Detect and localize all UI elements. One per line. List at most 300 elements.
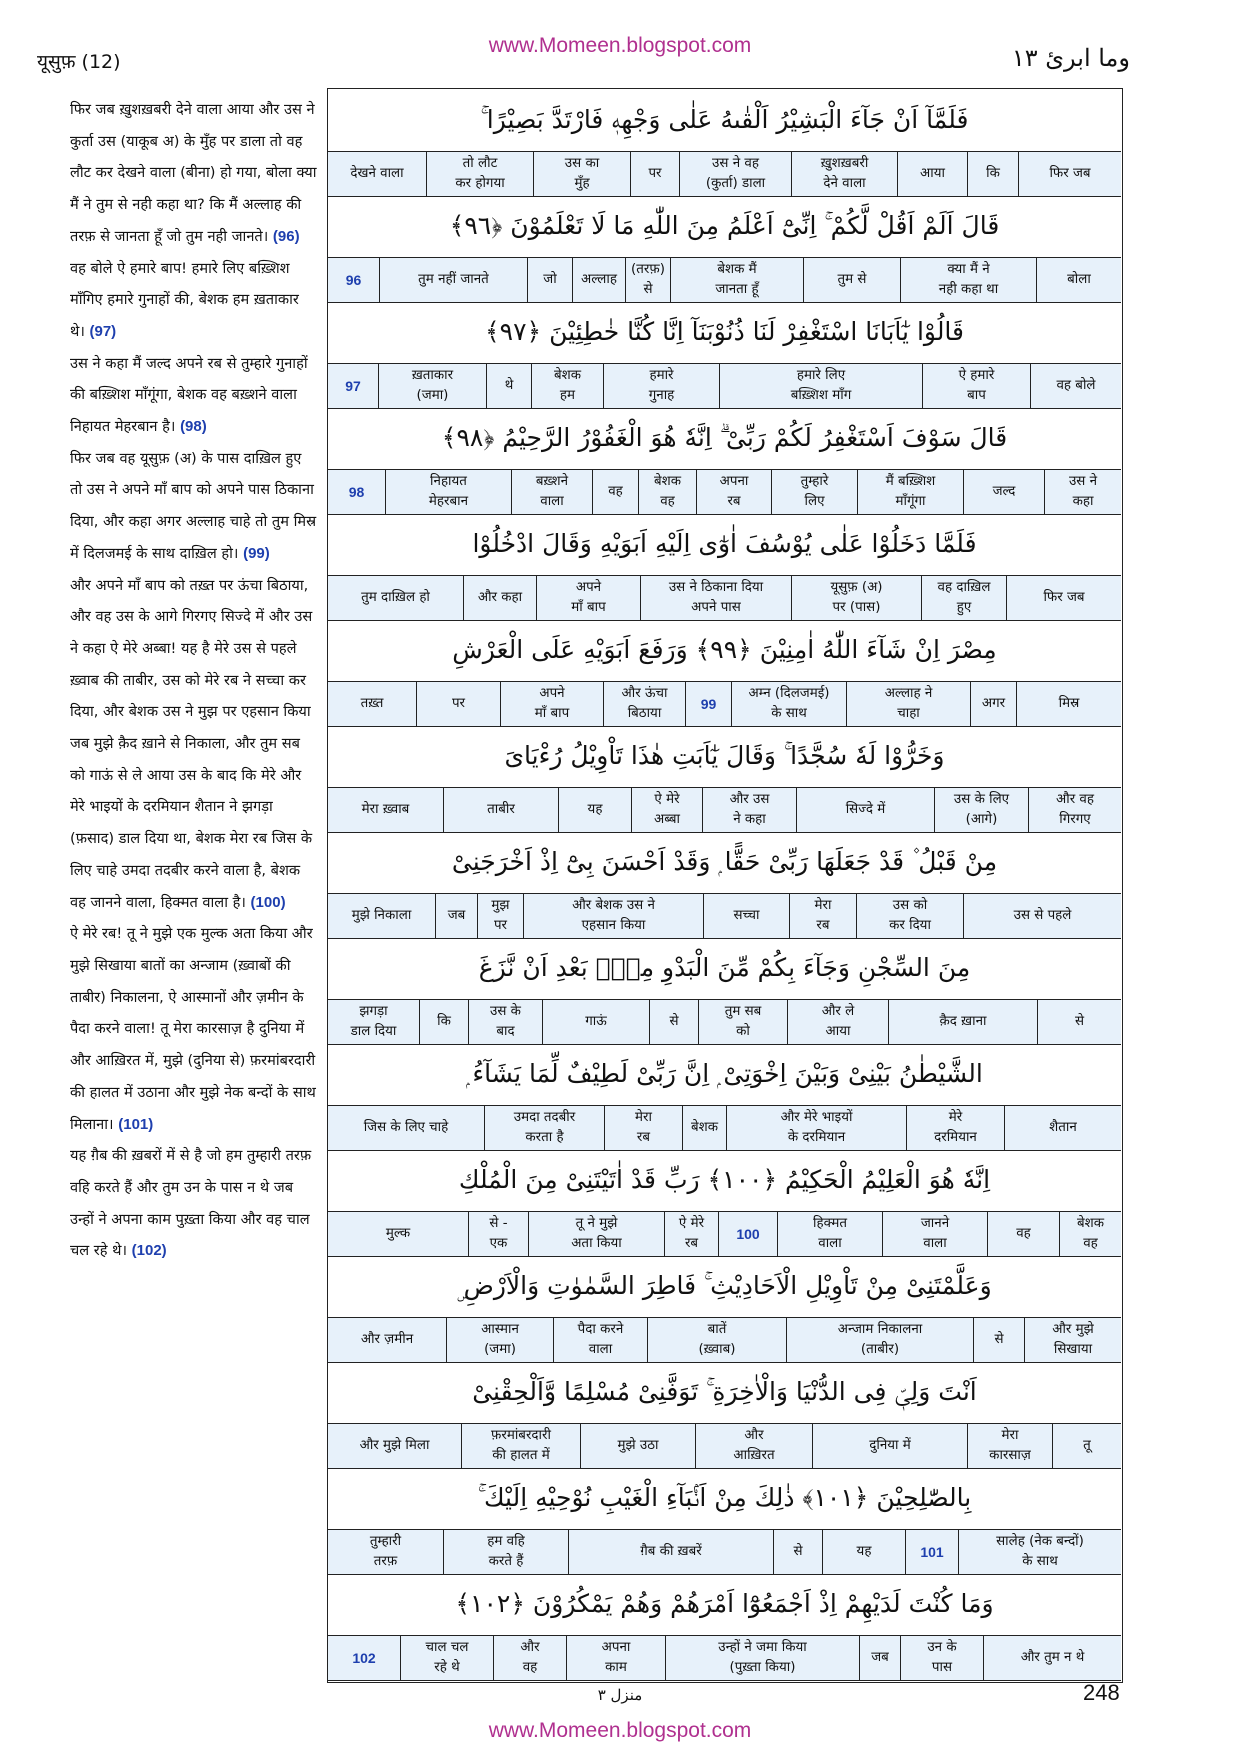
word-meaning: से xyxy=(793,1544,803,1559)
word-meaning: हमारे लिए बख़्शिश माँग xyxy=(790,368,852,403)
translation-text: और अपने माँ बाप को तख़्त पर ऊंचा बिठाया, और वह उस के आगे गिरगए सिज्दे में और उस ने कहा ऐ मेरे अब्बा! यह है मेरे उस से पहले ख़्वाब की ताबीर, उस को मेरे रब ने सच्चा कर दिया, और बेशक उस ने मुझ पर एहसान किया जब मुझे क़ैद ख़ाने से निकाला, और तुम सब को गाऊं से ले आया उस के बाद कि मेरे और मेरे भाइयों के दरमियान शैतान ने झगड़ा (फ़साद) डाल दिया था, बेशक मेरा रब जिस के लिए चाहे उमदा तदबीर करने वाला है, बेशक वह जानने वाला, हिक्मत वाला है। xyxy=(70,576,313,911)
arabic-text: مِنَ السِّجْنِ وَجَآءَ بِكُمْ مِّنَ الْبَدْوِ مِنْۢ بَعْدِ اَنْ نَّزَغَ xyxy=(478,953,971,982)
word-meaning: निहायत मेहरबान xyxy=(428,474,469,509)
verse-row xyxy=(328,1467,1121,1575)
word-meaning: अम्न (दिलजमई) के साथ xyxy=(748,686,830,721)
word-meaning: शैतान xyxy=(1049,1120,1077,1135)
word-cell xyxy=(1036,258,1121,302)
word-cell xyxy=(1006,576,1121,620)
word-cell xyxy=(846,682,970,726)
word-cell xyxy=(511,470,592,514)
word-cell xyxy=(967,1424,1052,1468)
word-meaning: और मुझे सिखाया xyxy=(1052,1322,1094,1357)
word-cell xyxy=(703,894,789,938)
word-meaning: तू ने मुझे अता किया xyxy=(571,1216,622,1251)
word-meaning: हिक्मत वाला xyxy=(813,1216,847,1251)
word-meaning: क्या मैं ने नही कहा था xyxy=(938,262,999,297)
word-cell xyxy=(477,894,523,938)
word-meaning: मुझ पर xyxy=(491,898,510,933)
word-meaning: तुम से xyxy=(837,272,867,287)
word-meaning: बेशक हम xyxy=(553,368,582,403)
word-meaning: कि xyxy=(986,166,1000,181)
word-meaning: अगर xyxy=(981,696,1006,711)
word-meaning: बख़्शने वाला xyxy=(535,474,569,509)
word-meaning: 97 xyxy=(345,378,361,394)
arabic-text: مِنْ قَبْلُ ۫ قَدْ جَعَلَهَا رَبِّىْ حَقًّا ۭ وَقَدْ اَحْسَنَ بِىْٓ اِذْ اَخْرَجَنِىْ xyxy=(451,847,998,876)
arabic-text: وَمَا كُنْتَ لَدَيْهِمْ اِذْ اَجْمَعُوْٓا اَمْرَهُمْ وَهُمْ يَمْكُرُوْنَ ﴿١٠٢﴾ xyxy=(455,1589,994,1618)
word-cell xyxy=(771,470,857,514)
word-meaning: अपना रब xyxy=(719,474,749,509)
word-cell xyxy=(682,1106,726,1150)
word-meaning: और ले आया xyxy=(821,1004,855,1039)
word-meaning: वह बोले xyxy=(1056,378,1096,393)
word-translation-row xyxy=(328,1529,1121,1575)
word-meaning: कि xyxy=(437,1014,451,1029)
word-cell xyxy=(906,1106,1004,1150)
word-cell xyxy=(379,258,527,302)
word-meaning: फिर जब xyxy=(1049,166,1091,181)
verse-row xyxy=(328,195,1121,303)
word-meaning: और आख़िरत xyxy=(733,1428,775,1463)
word-cell xyxy=(468,1212,528,1256)
word-cell xyxy=(443,1530,568,1574)
word-cell xyxy=(638,470,696,514)
word-cell xyxy=(773,1530,822,1574)
word-cell xyxy=(630,152,679,196)
word-cell xyxy=(777,1212,882,1256)
word-meaning: पर xyxy=(648,166,662,181)
word-cell xyxy=(787,1000,888,1044)
word-meaning: उस के लिए (आगे) xyxy=(953,792,1010,827)
word-meaning: 99 xyxy=(700,696,717,712)
arabic-text: قَالُوْا يٰٓاَبَانَا اسْتَغْفِرْ لَنَا ذُنُوْبَنَآ اِنَّا كُنَّا خٰطِئِيْنَ ﴿٩٧﴾ xyxy=(484,317,964,346)
word-meaning: 101 xyxy=(920,1544,944,1560)
verse-number: (99) xyxy=(243,544,270,562)
manzil-label: منزل ٣ xyxy=(597,1686,643,1704)
word-meaning: ऐ मेरे अब्बा xyxy=(653,792,681,827)
page-number: 248 xyxy=(1083,1680,1120,1705)
verse-number-cell xyxy=(328,1636,400,1680)
word-meaning: गाऊं xyxy=(585,1014,607,1029)
word-meaning: बेशक वह xyxy=(1076,1216,1105,1251)
word-cell xyxy=(463,576,536,620)
word-meaning: वह xyxy=(1016,1226,1031,1241)
word-meaning: तो लौट कर होगया xyxy=(455,156,505,191)
word-cell xyxy=(796,788,934,832)
word-cell xyxy=(328,894,435,938)
website-url-bottom[interactable]: www.Momeen.blogspot.com xyxy=(488,1719,752,1742)
word-meaning: उन्हों ने जमा किया (पुख़्ता किया) xyxy=(718,1640,807,1675)
word-meaning: यह xyxy=(856,1544,872,1559)
word-meaning: थे xyxy=(504,378,514,393)
arabic-text: وَخَرُّوْا لَهٗ سُجَّدًا ۚ وَقَالَ يٰٓاَبَتِ هٰذَا تَاْوِيْلُ رُءْيَاىَ xyxy=(504,741,945,770)
word-translation-row xyxy=(328,893,1121,939)
word-cell xyxy=(523,894,703,938)
word-meaning: अन्जाम निकालना (ताबीर) xyxy=(837,1322,923,1357)
translation-text: फिर जब ख़ुशख़बरी देने वाला आया और उस ने कुर्ता उस (याकूब अ) के मुँह पर डाला तो वह लौट कर देखने वाला (बीना) हो गया, बोला क्या मैं ने तुम से नही कहा था? कि मैं अल्लाह की तरफ़ से जानता हूँ जो तुम नही जानते। xyxy=(70,101,317,245)
word-meaning: बेशक वह xyxy=(653,474,682,509)
word-meaning: बेशक मैं जानता हूँ xyxy=(715,262,759,297)
word-meaning: से xyxy=(669,1014,679,1029)
word-meaning: ख़ुशख़बरी देने वाला xyxy=(820,156,869,191)
arabic-text: وَعَلَّمْتَنِىْ مِنْ تَاْوِيْلِ الْاَحَادِيْثِ ۚ فَاطِرَ السَّمٰوٰتِ وَالْاَرْضِ ۣ xyxy=(457,1271,992,1300)
word-cell xyxy=(958,1530,1121,1574)
word-cell xyxy=(531,364,603,408)
word-cell xyxy=(922,364,1030,408)
word-cell xyxy=(328,152,426,196)
word-meaning: सच्चा xyxy=(733,908,760,923)
word-meaning: मेरा रब xyxy=(635,1110,652,1145)
word-cell xyxy=(328,1000,419,1044)
word-meaning: 102 xyxy=(352,1650,376,1666)
word-cell xyxy=(1052,1424,1121,1468)
word-meaning: उमदा तदबीर करता है xyxy=(513,1110,576,1145)
word-meaning: से xyxy=(994,1332,1004,1347)
word-translation-row xyxy=(328,681,1121,727)
verse-row xyxy=(328,725,1121,833)
verse-row xyxy=(328,1043,1121,1151)
word-cell xyxy=(468,1000,542,1044)
word-cell xyxy=(679,152,791,196)
word-cell xyxy=(435,894,477,938)
verse-number-cell xyxy=(328,364,378,408)
word-meaning: तुम दाख़िल हो xyxy=(361,590,430,605)
word-cell xyxy=(719,364,922,408)
word-cell xyxy=(970,682,1016,726)
word-cell xyxy=(443,788,558,832)
word-cell xyxy=(631,788,702,832)
word-cell xyxy=(328,1530,443,1574)
word-meaning: जो xyxy=(543,272,557,287)
word-meaning: मेरा ख़्वाब xyxy=(361,802,410,817)
word-cell xyxy=(1044,470,1121,514)
word-meaning: मेरा रब xyxy=(814,898,832,933)
word-cell xyxy=(647,1318,786,1362)
verse-number: (97) xyxy=(89,322,117,340)
word-meaning: सालेह (नेक बन्दों) के साथ xyxy=(996,1534,1084,1569)
word-meaning: अपने माँ बाप xyxy=(534,686,570,721)
translation-paragraph xyxy=(70,253,318,348)
word-meaning: जल्द xyxy=(992,484,1016,499)
word-meaning: उस ने वह (कुर्ता) डाला xyxy=(705,156,766,191)
word-cell xyxy=(897,152,967,196)
word-cell xyxy=(625,258,670,302)
word-meaning: बेशक xyxy=(690,1120,719,1135)
word-cell xyxy=(426,152,533,196)
word-cell xyxy=(536,576,640,620)
arabic-text: مِصْرَ اِنْ شَآءَ اللّٰهُ اٰمِنِيْنَ ﴿٩٩﴾ وَرَفَعَ اَبَوَيْهِ عَلَى الْعَرْشِ xyxy=(452,635,997,664)
arabic-text: اَنْتَ وَلِىّٖ فِى الدُّنْيَا وَالْاٰخِرَةِ ۚ تَوَفَّنِىْ مُسْلِمًا وَّاَلْحِقْنِىْ xyxy=(472,1377,977,1406)
word-meaning: क़ैद ख़ाना xyxy=(939,1014,987,1029)
word-translation-row xyxy=(328,1423,1121,1469)
juz-title: وما ابرئ ١٣ xyxy=(1011,44,1130,72)
verse-row xyxy=(328,1149,1121,1257)
word-meaning: फ़रमांबरदारी की हालत में xyxy=(491,1428,551,1463)
word-cell xyxy=(1018,152,1121,196)
word-meaning: और उस ने कहा xyxy=(729,792,770,827)
word-cell xyxy=(542,1000,649,1044)
verse-row xyxy=(328,831,1121,939)
word-meaning: उस को कर दिया xyxy=(889,898,931,933)
verse-number: (100) xyxy=(250,893,286,911)
word-meaning: देखने वाला xyxy=(350,166,404,181)
translation-column xyxy=(70,94,318,1267)
word-meaning: अपना काम xyxy=(601,1640,631,1675)
word-meaning: वह xyxy=(608,484,623,499)
word-meaning: अल्लाह xyxy=(581,272,617,287)
word-meaning: से xyxy=(1074,1014,1085,1029)
word-cell xyxy=(558,788,631,832)
word-meaning: उस का मुँह xyxy=(564,156,600,191)
arabic-text: قَالَ اَلَمْ اَقُلْ لَّكُمْ ۚ اِنِّىْٓ اَعْلَمُ مِنَ اللّٰهِ مَا لَا تَعْلَمُوْنَ ﴿٩٦﴾ xyxy=(449,211,1000,240)
word-cell xyxy=(963,894,1121,938)
word-cell xyxy=(698,1000,787,1044)
word-translation-row xyxy=(328,999,1121,1045)
word-meaning: मेरे दरमियान xyxy=(934,1110,977,1145)
word-cell xyxy=(416,682,500,726)
translation-paragraph xyxy=(70,94,318,253)
word-meaning: मुझे उठा xyxy=(617,1438,659,1453)
word-meaning: अपने माँ बाप xyxy=(571,580,606,615)
translation-text: ऐ मेरे रब! तू ने मुझे एक मुल्क अता किया और मुझे सिखाया बातों का अन्जाम (ख़्वाबों की ताबीर) निकालना, ऐ आस्मानों और ज़मीन के पैदा करने वाला! तू मेरा कारसाज़ है दुनिया में और आख़िरत में, मुझे (दुनिया से) फ़रमांबरदारी की हालत में उठाना और मुझे नेक बन्दों के साथ मिलाना। xyxy=(70,925,316,1133)
word-cell xyxy=(789,894,856,938)
word-cell xyxy=(664,1212,718,1256)
word-meaning: ऐ मेरे रब xyxy=(678,1216,705,1251)
word-cell xyxy=(1037,1000,1121,1044)
verse-number: (96) xyxy=(272,227,300,245)
word-meaning: उन के पास xyxy=(927,1640,957,1675)
word-meaning: और कहा xyxy=(477,590,523,605)
word-meaning: और मेरे भाइयों के दरमियान xyxy=(780,1110,853,1145)
word-cell xyxy=(604,1106,682,1150)
word-meaning: आया xyxy=(920,166,945,181)
arabic-text: الشَّيْطٰنُ بَيْنِىْ وَبَيْنَ اِخْوَتِىْ ۭ اِنَّ رَبِّىْ لَطِيْفٌ لِّمَا يَشَآءُ ۭ xyxy=(466,1059,983,1088)
word-cell xyxy=(533,152,630,196)
word-cell xyxy=(731,682,846,726)
word-cell xyxy=(859,1636,900,1680)
verse-number-cell xyxy=(685,682,731,726)
word-cell xyxy=(963,470,1044,514)
word-cell xyxy=(649,1000,698,1044)
verse-number-cell xyxy=(905,1530,958,1574)
word-cell xyxy=(592,470,638,514)
word-meaning: हम वहि करते हैं xyxy=(487,1534,525,1569)
verse-row xyxy=(328,513,1121,621)
word-cell xyxy=(603,364,719,408)
word-cell xyxy=(378,364,486,408)
arabic-text: فَلَمَّا دَخَلُوْا عَلٰى يُوْسُفَ اٰوٰٓى اِلَيْهِ اَبَوَيْهِ وَقَالَ ادْخُلُوْا xyxy=(472,529,977,558)
word-meaning: उस से पहले xyxy=(1013,908,1072,923)
word-cell xyxy=(696,470,771,514)
word-meaning: फिर जब xyxy=(1043,590,1085,605)
website-url-top[interactable]: www.Momeen.blogspot.com xyxy=(488,34,752,57)
translation-text: यह ग़ैब की ख़बरों में से है जो हम तुम्हारी तरफ़ वहि करते हैं और तुम उन के पास न थे जब उन्हों ने अपना काम पुख़्ता किया और वह चाल चल रहे थे। xyxy=(70,1147,312,1260)
verse-row xyxy=(328,89,1121,197)
word-meaning: तुम्हारी तरफ़ xyxy=(369,1534,402,1569)
translation-paragraph xyxy=(70,443,318,570)
word-meaning: तुम नहीं जानते xyxy=(418,272,489,287)
word-cell xyxy=(419,1000,468,1044)
word-cell xyxy=(493,1636,566,1680)
word-meaning: ऐ हमारे बाप xyxy=(958,368,995,403)
word-translation-row xyxy=(328,469,1121,515)
translation-text: फिर जब वह यूसुफ़ (अ) के पास दाख़िल हुए तो उस ने अपने माँ बाप को अपने पास ठिकाना दिया, और कहा अगर अल्लाह चाहे तो तुम मिस्र में दिलजमई के साथ दाख़िल हो। xyxy=(70,449,317,562)
word-meaning: जानने वाला xyxy=(920,1216,950,1251)
word-cell xyxy=(328,1318,446,1362)
arabic-text: بِالصّٰلِحِيْنَ ﴿١٠١﴾ ذٰلِكَ مِنْ اَنْۢبَآءِ الْغَيْبِ نُوْحِيْهِ اِلَيْكَ ۚ xyxy=(477,1483,972,1512)
verse-number: (102) xyxy=(131,1242,167,1260)
word-meaning: उस ने कहा xyxy=(1068,474,1098,509)
word-meaning: चाल चल रहे थे xyxy=(425,1640,469,1675)
word-meaning: वह दाख़िल हुए xyxy=(937,580,991,615)
translation-paragraph xyxy=(70,918,318,1140)
word-cell xyxy=(568,1530,773,1574)
word-translation-row xyxy=(328,257,1121,303)
word-cell xyxy=(822,1530,905,1574)
word-meaning: जिस के लिए चाहे xyxy=(363,1120,449,1135)
word-meaning: पर xyxy=(451,696,466,711)
word-cell xyxy=(328,788,443,832)
word-cell xyxy=(983,1636,1121,1680)
word-meaning: और वह गिरगए xyxy=(1056,792,1094,827)
word-cell xyxy=(603,682,685,726)
word-cell xyxy=(987,1212,1059,1256)
arabic-text: فَلَمَّآ اَنْ جَآءَ الْبَشِيْرُ اَلْقٰىهُ عَلٰى وَجْهِهٖ فَارْتَدَّ بَصِيْرًا ۚ xyxy=(480,105,969,134)
word-translation-row xyxy=(328,363,1121,409)
word-cell xyxy=(786,1318,973,1362)
word-cell xyxy=(1024,1318,1121,1362)
word-meaning: उस ने ठिकाना दिया अपने पास xyxy=(668,580,764,615)
translation-paragraph xyxy=(70,348,318,443)
word-meaning: 100 xyxy=(736,1226,760,1242)
word-cell xyxy=(882,1212,987,1256)
word-meaning: से - एक xyxy=(489,1216,508,1251)
verse-row xyxy=(328,1361,1121,1469)
word-cell xyxy=(973,1318,1024,1362)
word-meaning: झगड़ा डाल दिया xyxy=(350,1004,397,1039)
word-cell xyxy=(328,1106,484,1150)
translation-paragraph xyxy=(70,1140,318,1267)
word-cell xyxy=(888,1000,1037,1044)
word-meaning: जब xyxy=(447,908,466,923)
word-cell xyxy=(328,576,463,620)
verse-number: (101) xyxy=(118,1115,154,1133)
word-cell xyxy=(484,1106,604,1150)
word-meaning: ख़ताकार (जमा) xyxy=(411,368,454,403)
word-cell xyxy=(553,1318,647,1362)
word-cell xyxy=(328,1424,461,1468)
word-cell xyxy=(1004,1106,1121,1150)
word-cell xyxy=(921,576,1006,620)
word-cell xyxy=(385,470,511,514)
word-translation-row xyxy=(328,1317,1121,1363)
word-cell xyxy=(670,258,803,302)
word-meaning: मैं बख़्शिश माँगूंगा xyxy=(885,474,936,509)
word-cell xyxy=(856,894,963,938)
word-meaning: तुम सब को xyxy=(724,1004,762,1039)
verse-row xyxy=(328,1573,1121,1681)
word-translation-row xyxy=(328,787,1121,833)
word-by-word-grid xyxy=(327,88,1123,1683)
word-cell xyxy=(328,682,416,726)
word-cell xyxy=(665,1636,859,1680)
word-meaning: सिज्दे में xyxy=(845,802,886,817)
word-meaning: यह xyxy=(587,802,603,817)
word-cell xyxy=(900,258,1036,302)
word-meaning: तुम्हारे लिए xyxy=(800,474,829,509)
word-meaning: हमारे गुनाह xyxy=(648,368,675,403)
word-meaning: अल्लाह ने चाहा xyxy=(884,686,933,721)
word-meaning: (तरफ़) से xyxy=(631,262,665,297)
word-translation-row xyxy=(328,151,1121,197)
verse-number-cell xyxy=(718,1212,777,1256)
word-meaning: तू xyxy=(1083,1438,1091,1453)
word-meaning: और मुझे मिला xyxy=(359,1438,430,1453)
word-meaning: मिस्र xyxy=(1058,696,1080,711)
word-cell xyxy=(1030,364,1121,408)
arabic-text: قَالَ سَوْفَ اَسْتَغْفِرُ لَكُمْ رَبِّىْ ۗ اِنَّهٗ هُوَ الْغَفُوْرُ الرَّحِيْمُ ﴿٩٨﴾ xyxy=(441,423,1008,452)
word-meaning: ताबीर xyxy=(487,802,515,817)
word-meaning: 96 xyxy=(345,272,362,288)
word-cell xyxy=(812,1424,967,1468)
word-cell xyxy=(566,1636,665,1680)
word-cell xyxy=(1028,788,1121,832)
word-meaning: और तुम न थे xyxy=(1020,1650,1085,1665)
word-cell xyxy=(461,1424,580,1468)
word-meaning: ग़ैब की ख़बरें xyxy=(640,1544,702,1559)
word-cell xyxy=(572,258,625,302)
translation-text: उस ने कहा मैं जल्द अपने रब से तुम्हारे गुनाहों की बख़्शिश माँगूंगा, बेशक वह बख़्शने वाला निहायत मेहरबान है। xyxy=(70,354,308,436)
surah-title: यूसुफ़ (12) xyxy=(37,51,121,73)
verse-row xyxy=(328,937,1121,1045)
word-cell xyxy=(695,1424,812,1468)
word-meaning: दुनिया में xyxy=(869,1438,911,1453)
word-cell xyxy=(900,1636,983,1680)
word-cell xyxy=(500,682,603,726)
word-cell xyxy=(702,788,796,832)
word-meaning: जब xyxy=(871,1650,889,1665)
arabic-text: اِنَّهٗ هُوَ الْعَلِيْمُ الْحَكِيْمُ ﴿١٠٠﴾ رَبِّ قَدْ اٰتَيْتَنِىْ مِنَ الْمُلْكِ xyxy=(458,1165,991,1194)
word-cell xyxy=(640,576,791,620)
word-translation-row xyxy=(328,1211,1121,1257)
word-cell xyxy=(726,1106,906,1150)
word-meaning: और ज़मीन xyxy=(360,1332,414,1347)
word-cell xyxy=(791,152,897,196)
word-meaning: उस के बाद xyxy=(490,1004,521,1039)
word-meaning: और बेशक उस ने एहसान किया xyxy=(572,898,655,933)
word-translation-row xyxy=(328,1635,1121,1681)
word-cell xyxy=(446,1318,553,1362)
word-meaning: और वह xyxy=(520,1640,540,1675)
word-cell xyxy=(803,258,900,302)
word-cell xyxy=(857,470,963,514)
verse-number-cell xyxy=(328,258,379,302)
translation-text: वह बोले ऐ हमारे बाप! हमारे लिए बख़्शिश माँगिए हमारे गुनाहों की, बेशक हम ख़ताकार थे। xyxy=(70,259,299,340)
translation-paragraph xyxy=(70,570,318,919)
verse-row xyxy=(328,619,1121,727)
word-meaning: मुझे निकाला xyxy=(351,908,412,923)
word-cell xyxy=(527,258,572,302)
word-meaning: मुल्क xyxy=(385,1226,411,1241)
word-translation-row xyxy=(328,575,1121,621)
word-cell xyxy=(1016,682,1121,726)
word-meaning: बोला xyxy=(1067,272,1091,287)
verse-row xyxy=(328,301,1121,409)
word-cell xyxy=(486,364,531,408)
word-cell xyxy=(1059,1212,1121,1256)
word-cell xyxy=(328,1212,468,1256)
word-meaning: यूसुफ़ (अ) पर (पास) xyxy=(830,580,883,615)
